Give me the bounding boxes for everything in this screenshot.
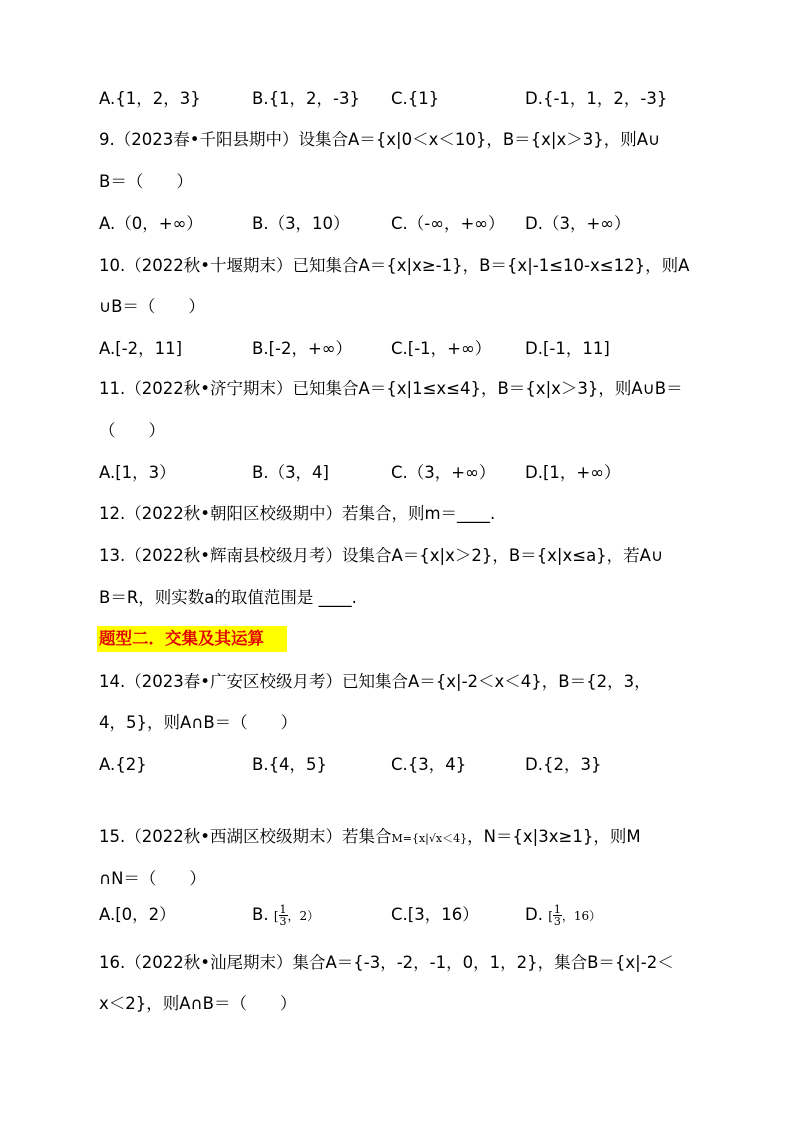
q15-set-m-formula: M={x|√x＜4} [391, 832, 468, 845]
q9-option-d: D.（3，+∞） [525, 214, 631, 233]
q15-option-b-tail: ，2） [287, 909, 320, 923]
q16-stem-line2: x＜2}，则A∩B＝（ ） [99, 994, 297, 1013]
q11-option-b: B.（3，4] [252, 463, 329, 482]
q9-stem-line1: 9.（2023春•千阳县期中）设集合A＝{x|0＜x＜10}，B＝{x|x＞3}，则A∪ [99, 130, 661, 149]
q10-option-d: D.[-1，11] [525, 339, 610, 358]
q14-stem-line2: 4，5}，则A∩B＝（ ） [99, 713, 298, 732]
q8-option-c: C.{1} [391, 89, 440, 108]
q10-stem-line1: 10.（2022秋•十堰期末）已知集合A＝{x|x≥-1}，B＝{x|-1≤10-x≤12}，则A [99, 256, 690, 275]
q15-option-c: C.[3，16） [391, 905, 479, 924]
q11-option-c: C.（3，+∞） [391, 463, 496, 482]
q9-option-c: C.（-∞，+∞） [391, 214, 505, 233]
q14-option-c: C.{3，4} [391, 755, 467, 774]
q11-option-a: A.[1，3） [99, 463, 176, 482]
q14-option-d: D.{2，3} [525, 755, 602, 774]
q9-option-a: A.（0，+∞） [99, 214, 203, 233]
q10-option-b: B.[-2，+∞） [252, 339, 353, 358]
q15-option-b-fraction: $\frac{1}{3}$ [279, 903, 287, 928]
q14-option-b: B.{4，5} [252, 755, 328, 774]
q15-option-d-label: D. [525, 905, 543, 924]
section-header-highlight [97, 626, 287, 652]
q15-stem-line2: ∩N＝（ ） [99, 869, 206, 888]
q16-stem-line1: 16.（2022秋•汕尾期末）集合A＝{-3，-2，-1，0，1，2}，集合B＝{x|-2＜ [99, 953, 674, 972]
q8-option-a: A.{1，2，3} [99, 89, 201, 108]
q11-stem-line1: 11.（2022秋•济宁期末）已知集合A＝{x|1≤x≤4}，B＝{x|x＞3}，则A∪B＝ [99, 379, 683, 398]
q8-option-b: B.{1，2，-3} [252, 89, 361, 108]
q13-stem-line1: 13.（2022秋•辉南县校级月考）设集合A＝{x|x＞2}，B＝{x|x≤a}，若A∪ [99, 546, 664, 565]
q8-option-d: D.{-1，1，2，-3} [525, 89, 668, 108]
q15-stem-line1 [99, 826, 641, 850]
q15-option-b-label: B. [252, 905, 269, 924]
q15-option-a: A.[0，2） [99, 905, 176, 924]
q14-stem-line1: 14.（2023春•广安区校级月考）已知集合A＝{x|-2＜x＜4}，B＝{2，3， [99, 672, 651, 691]
q15-option-b: B. [ $\frac{1}{3}$ ，2） [252, 903, 320, 928]
q15-stem-suffix: ，N＝{x|3x≥1}，则M [467, 827, 641, 846]
q11-stem-line2: （ ） [99, 421, 165, 440]
q12-stem: 12.（2022秋•朝阳区校级期中）若集合，则m＝____. [99, 504, 496, 523]
q9-option-b: B.（3，10） [252, 214, 350, 233]
q15-option-d-fraction: $\frac{1}{3}$ [553, 903, 561, 928]
section-title: 题型二．交集及其运算 [99, 629, 264, 648]
q11-option-d: D.[1，+∞） [525, 463, 621, 482]
q13-stem-line2: B＝R，则实数a的取值范围是 ____. [99, 588, 357, 607]
q15-option-d: D. [ $\frac{1}{3}$ ，16） [525, 903, 602, 928]
q10-stem-line2: ∪B＝（ ） [99, 297, 205, 316]
q14-option-a: A.{2} [99, 755, 147, 774]
q10-option-a: A.[-2，11] [99, 339, 183, 358]
q15-stem-prefix: 15.（2022秋•西湖区校级期末）若集合 [99, 827, 392, 846]
q10-option-c: C.[-1，+∞） [391, 339, 492, 358]
q9-stem-line2: B＝（ ） [99, 172, 193, 191]
q15-option-d-tail: ，16） [561, 909, 602, 923]
